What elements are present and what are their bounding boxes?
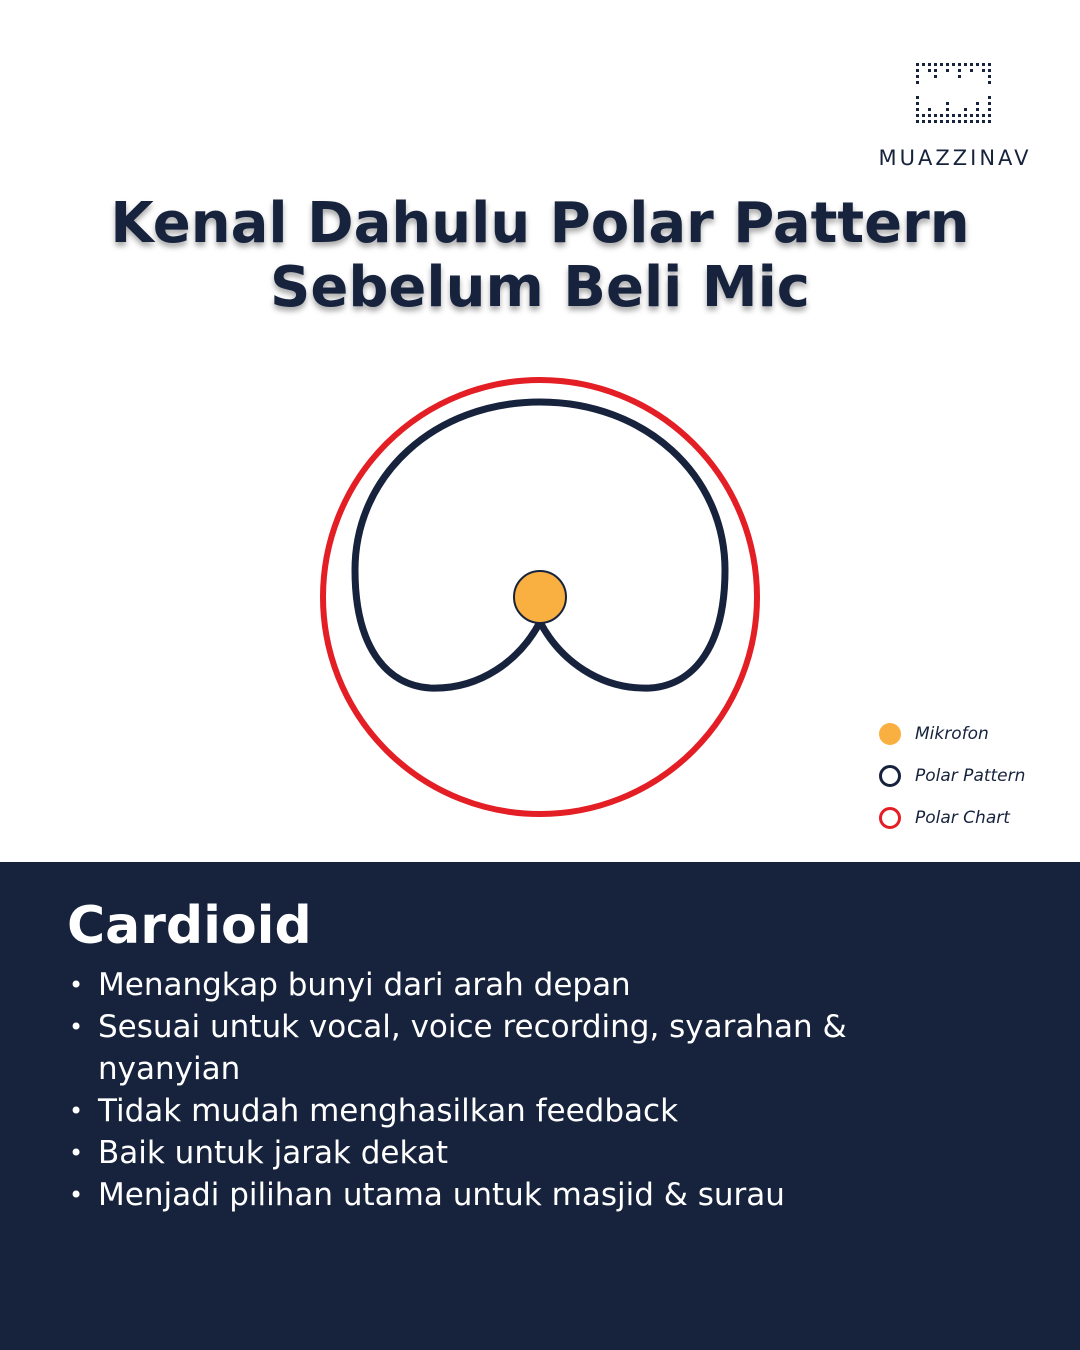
bullet-icon: •: [69, 971, 84, 999]
dotted-tower-icon: [916, 60, 996, 128]
info-panel: [0, 862, 1080, 1350]
legend-label: Polar Pattern: [915, 766, 1026, 786]
bullet-icon: •: [69, 1097, 84, 1125]
list-item-text: Baik untuk jarak dekat: [98, 1135, 449, 1171]
red-ring-icon: [879, 807, 901, 829]
brand-name: MUAZZINAV: [878, 146, 1032, 170]
cardioid-pattern-curve: [355, 402, 725, 688]
pattern-heading: Cardioid: [67, 896, 312, 956]
polar-diagram: [300, 360, 780, 840]
microphone-dot: [514, 571, 566, 623]
list-item: [67, 1090, 967, 1132]
title-line-1: Kenal Dahulu Polar Pattern: [110, 191, 970, 256]
bullet-icon: •: [69, 1181, 84, 1209]
page-title: [0, 192, 1080, 320]
title-line-2: Sebelum Beli Mic: [270, 255, 810, 320]
list-item-text: Tidak mudah menghasilkan feedback: [98, 1093, 679, 1129]
bullet-icon: •: [69, 1139, 84, 1167]
legend-label: Polar Chart: [915, 808, 1010, 828]
list-item-text: Menangkap bunyi dari arah depan: [98, 967, 631, 1003]
list-item: [67, 1132, 967, 1174]
list-item: [67, 1174, 967, 1216]
list-item-text: Sesuai untuk vocal, voice recording, syarahan & nyanyian: [98, 1009, 847, 1087]
legend-label: Mikrofon: [915, 724, 989, 744]
bullet-icon: •: [69, 1013, 84, 1041]
list-item-text: Menjadi pilihan utama untuk masjid & surau: [98, 1177, 785, 1213]
feature-list: [67, 964, 967, 1216]
navy-ring-icon: [879, 765, 901, 787]
orange-dot-icon: [879, 723, 901, 745]
brand-logo: [870, 58, 1040, 178]
list-item: [67, 964, 967, 1006]
list-item: [67, 1006, 967, 1090]
